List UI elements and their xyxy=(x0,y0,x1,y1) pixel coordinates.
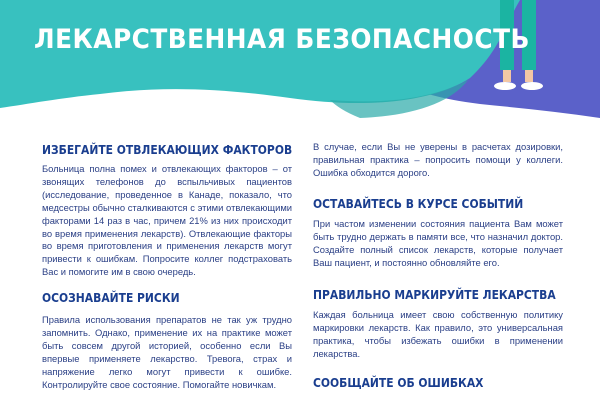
section-text-stay-informed: При частом изменении состояния пациента Вам может быть трудно держать в памяти все, что назначил доктор. Создайте полный список лекарств, которые получает Ваш пациент, и постоянно обновляйте его. xyxy=(313,218,563,268)
section-text-labeling: Каждая больница имеет свою собственную политику маркировки лекарств. Как правило, это универсальная практика, чтобы избежать ошибки в применении лекарства. xyxy=(313,309,563,359)
section-text-distractions: Больница полна помех и отвлекающих факторов – от звонящих телефонов до вспыльчивых пациентов (исследование, проведенное в Канаде, показало, что медсестры обычно сталкиваются с этими отвлекающими факторами 14 раз в час, причем 21% из них происходит во время применения лекарств). Отвлекающие факторы во время приготовления и применения лекарств могут привести к ошибкам. Попросите коллег подстраховать Вас и помогите им в свою очередь. xyxy=(42,163,292,278)
section-text-dosage: В случае, если Вы не уверены в расчетах дозировки, правильная практика – попросить помощи у коллеги. Ошибка обходится дорого. xyxy=(313,141,563,178)
header-wave-background xyxy=(0,0,600,130)
section-heading-distractions: ИЗБЕГАЙТЕ ОТВЛЕКАЮЩИХ ФАКТОРОВ xyxy=(42,142,293,157)
page-title: ЛЕКАРСТВЕННАЯ БЕЗОПАСНОСТЬ xyxy=(34,24,530,55)
section-heading-report-errors: СООБЩАЙТЕ ОБ ОШИБКАХ xyxy=(313,375,484,390)
header-banner xyxy=(0,0,600,130)
section-heading-risks: ОСОЗНАВАЙТЕ РИСКИ xyxy=(42,290,180,305)
section-text-risks: Правила использования препаратов не так уж трудно запомнить. Однако, применение их на практике может быть совсем другой историей, особенно если Вы впервые применяете лекарство. Тревога, страх и напряжение легко могут привести к ошибке. Контролируйте свое состояние. Помогайте новичкам. xyxy=(42,314,292,390)
section-heading-stay-informed: ОСТАВАЙТЕСЬ В КУРСЕ СОБЫТИЙ xyxy=(313,196,524,211)
section-heading-labeling: ПРАВИЛЬНО МАРКИРУЙТЕ ЛЕКАРСТВА xyxy=(313,287,556,302)
